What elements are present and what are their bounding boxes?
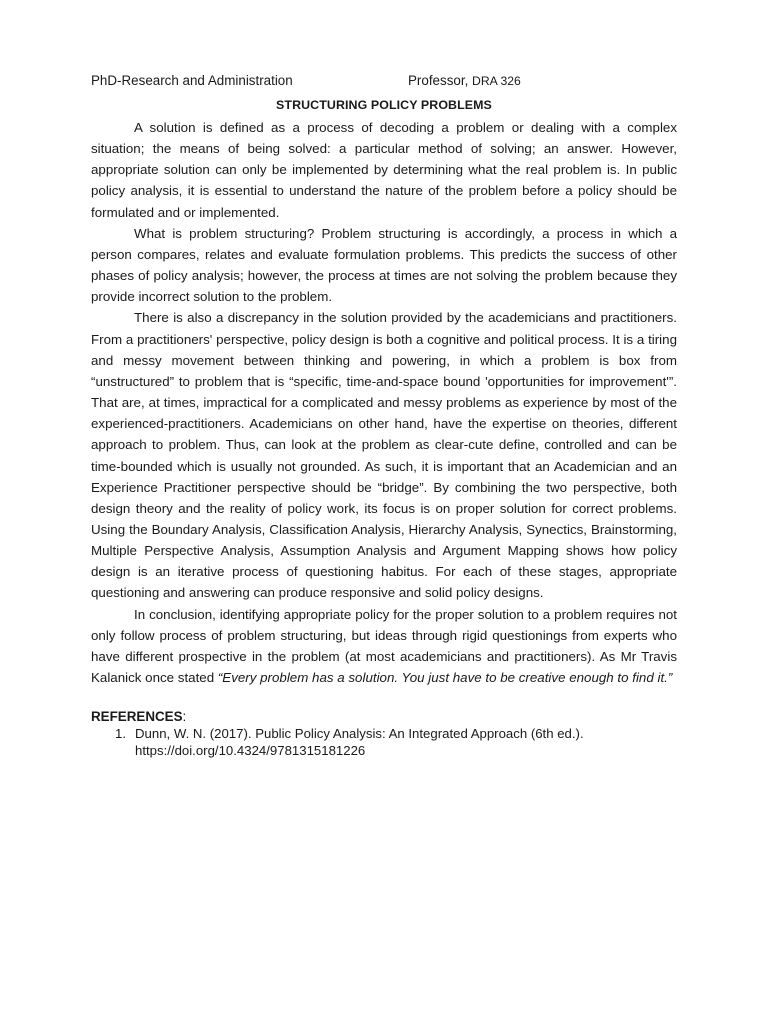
- reference-citation: Dunn, W. N. (2017). Public Policy Analysis: An Integrated Approach (6th ed.).: [135, 726, 584, 742]
- references-heading: REFERENCES:: [91, 709, 187, 725]
- professor-label: Professor,: [408, 73, 473, 88]
- document-header: [91, 70, 677, 91]
- program-name: PhD-Research and Administration: [91, 73, 293, 88]
- paragraph-3: There is also a discrepancy in the solution provided by the academicians and practitioners. From a practitioners' perspective, policy design is both a cognitive and political process. It is a tiring and messy movement between thinking and powering, in which a problem is box from “unstructured” to problem that is “specific, time-and-space bound 'opportunities for improvement'”. That are, at times, impractical for a complicated and messy problems as experience by most of the experienced-practitioners. Academicians on other hand, have the expertise on theories, different approach to problem. Thus, can look at the problem as clear-cute define, controlled and can be time-bounded which is usually not grounded. As such, it is important that an Academician and an Experience Practitioner perspective should be “bridge”. By combining the two perspective, both design theory and the reality of policy work, its focus is on proper solution for correct problems. Using the Boundary Analysis, Classification Analysis, Hierarchy Analysis, Synectics, Brainstorming, Multiple Perspective Analysis, Assumption Analysis and Argument Mapping shows how policy design is an iterative process of questioning habitus. For each of these stages, appropriate questioning and answering can produce responsive and solid policy designs.: [91, 310, 677, 601]
- document-title: STRUCTURING POLICY PROBLEMS: [276, 98, 492, 112]
- references-list: [91, 725, 677, 759]
- paragraph-conclusion: [91, 604, 677, 689]
- reference-number: 1.: [115, 726, 126, 742]
- conclusion-quote: “Every problem has a solution. You just have to be creative enough to find it.”: [217, 670, 673, 686]
- references-section: [91, 708, 677, 759]
- paragraph-2: What is problem structuring? Problem structuring is accordingly, a process in which a person compares, relates and evaluate formulation problems. This predicts the success of other phases of policy analysis; however, the process at times are not solving the problem because they provide incorrect solution to the problem.: [91, 225, 677, 305]
- professor-course: [408, 70, 521, 92]
- document-page: [91, 70, 677, 759]
- course-code: DRA 326: [472, 74, 521, 88]
- reference-doi: https://doi.org/10.4324/9781315181226: [135, 743, 366, 759]
- paragraph-1: A solution is defined as a process of decoding a problem or dealing with a complex situation; the means of being solved: a particular method of solving; an answer. However, appropriate solution can only be implemented by determining what the real problem is. In public policy analysis, it is essential to understand the nature of the problem before a policy should be formulated and or implemented.: [91, 120, 677, 220]
- reference-item: [91, 725, 677, 759]
- conclusion-text: In conclusion, identifying appropriate policy for the proper solution to a problem requires not only follow process of problem structuring, but ideas through rigid questionings from experts who have different prospective in the problem (at most academicians and practitioners). As Mr Travis Kalanick once stated: [91, 606, 677, 686]
